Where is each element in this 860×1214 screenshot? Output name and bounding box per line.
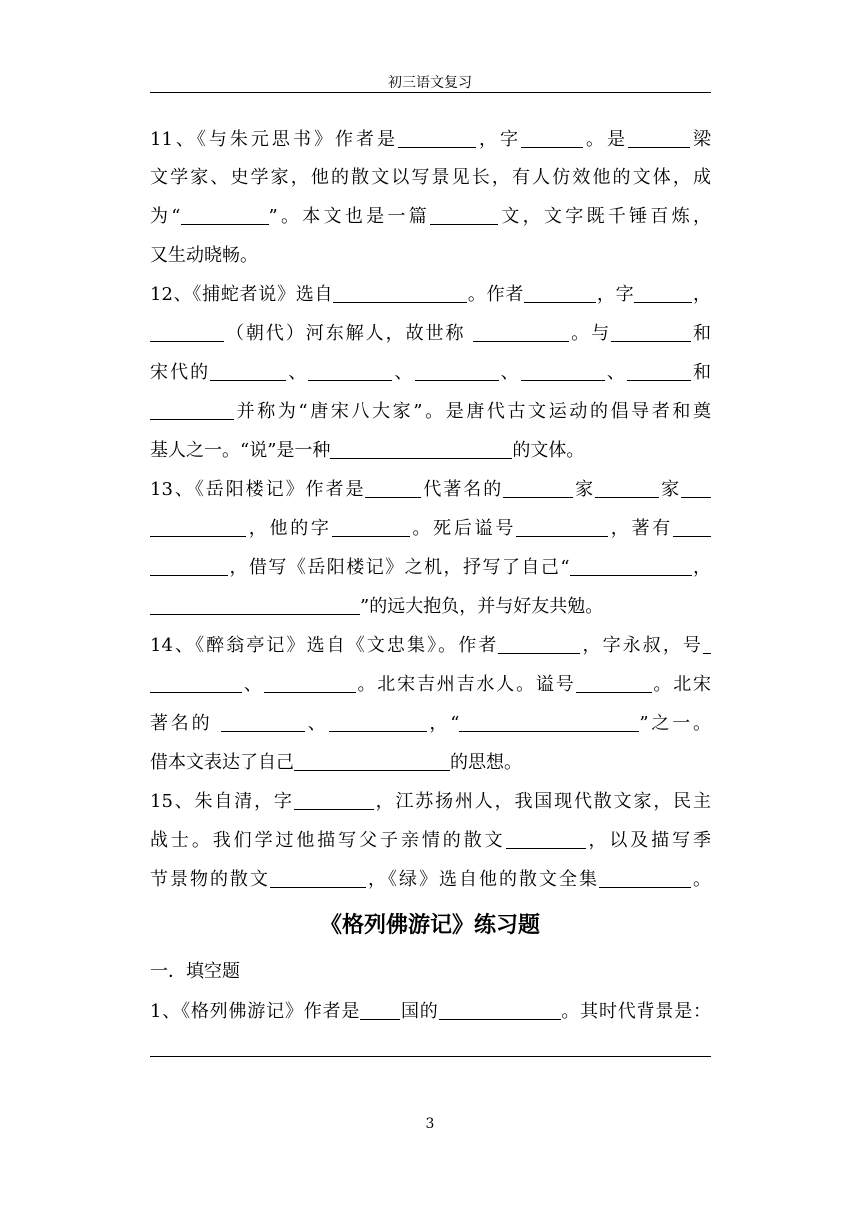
blank[interactable] (634, 284, 692, 303)
q11-text: 为“ (150, 206, 181, 227)
blank[interactable] (430, 206, 498, 225)
q15-text: 节景物的散文 (150, 869, 270, 890)
q13-line-4 (150, 595, 711, 619)
blank[interactable] (365, 479, 421, 498)
q12-line-5 (150, 439, 711, 463)
page-header: 初三语文复习 (388, 75, 472, 91)
blank[interactable] (210, 362, 286, 381)
q12-text: 。与 (569, 323, 612, 344)
fill-q1-text: 1、《格列佛游记》作者是 (150, 1001, 361, 1022)
q12-line-3 (150, 361, 711, 385)
q14-line-2 (150, 673, 711, 697)
q12-text: 并称为“唐宋八大家”。是唐代古文运动的倡导者和奠 (234, 401, 711, 422)
blank[interactable] (360, 1001, 400, 1020)
q11-text: ”。本文也是一篇 (268, 206, 431, 227)
q12-text: 和 (691, 323, 712, 344)
q13-text: 13、《岳阳楼记》作者是 (150, 479, 366, 500)
blank[interactable] (150, 518, 246, 537)
q12-text: 宋代的 (150, 362, 211, 383)
q12-text: 、 (286, 362, 309, 383)
blank[interactable] (524, 284, 596, 303)
blank[interactable] (521, 129, 583, 148)
q14-line-4 (150, 751, 711, 775)
blank[interactable] (576, 674, 652, 693)
q12-text: ，字 (596, 284, 635, 305)
q11-text: ，字 (475, 129, 521, 150)
q15-line-2 (150, 829, 711, 853)
q13-text: 代著名的 (421, 479, 504, 500)
blank[interactable] (570, 557, 692, 576)
blank[interactable] (473, 323, 569, 342)
q12-text: 的文体。 (512, 440, 585, 461)
q14-text: 、 (242, 674, 264, 695)
blank[interactable] (498, 635, 580, 654)
blank[interactable] (506, 830, 586, 849)
section-title: 《格列佛游记》练习题 (319, 912, 540, 938)
q14-text: 。北宋 (651, 674, 712, 695)
q14-line-3 (150, 712, 711, 736)
q11-line-1 (150, 128, 711, 152)
q13-text: ”的远大抱负，并与好友共勉。 (360, 596, 604, 617)
q12-text: 和 (690, 362, 712, 383)
page-number: 3 (425, 1116, 435, 1132)
q13-text: 。死后谥号 (409, 518, 517, 539)
q15-text: ，江苏扬州人，我国现代散文家，民主 (373, 791, 711, 812)
q14-text: 著名的 (150, 713, 221, 734)
header-rule (150, 92, 711, 93)
q11-line-3 (150, 205, 711, 229)
blank[interactable] (221, 713, 305, 732)
q11-text: 梁 (690, 129, 712, 150)
blank[interactable] (308, 362, 392, 381)
q12-text: 、 (604, 362, 627, 383)
blank[interactable] (150, 557, 228, 576)
q12-text: （朝代）河东解人，故世称 (224, 323, 474, 344)
q14-text: 的思想。 (450, 752, 522, 773)
q14-text: 14、《醉翁亭记》选自《文忠集》。作者 (150, 635, 499, 656)
blank[interactable] (398, 129, 476, 148)
q12-line-1 (150, 283, 711, 307)
blank[interactable] (329, 713, 427, 732)
q12-text: 12、《捕蛇者说》选自 (150, 284, 334, 305)
blank[interactable] (611, 323, 691, 342)
q13-line-3 (150, 556, 711, 580)
q11-line-4: 又生动晓畅。 (150, 245, 258, 266)
blank[interactable] (521, 362, 605, 381)
blank[interactable] (294, 752, 450, 771)
q13-line-2 (150, 517, 711, 541)
blank[interactable] (294, 791, 374, 810)
q13-text: ，著有 (608, 518, 674, 539)
blank[interactable] (270, 869, 366, 888)
blank[interactable] (628, 129, 690, 148)
blank[interactable] (332, 518, 410, 537)
q12-text: 、 (498, 362, 521, 383)
q12-line-4 (150, 400, 711, 424)
q12-text: ， (692, 284, 712, 305)
blank[interactable] (150, 401, 234, 420)
fill-q1-line (150, 1000, 711, 1024)
q14-text: ”之一。 (639, 713, 712, 734)
blank[interactable] (516, 518, 608, 537)
blank[interactable] (503, 479, 573, 498)
q11-text: 。是 (582, 129, 628, 150)
q11-text: 文，文字既千锤百炼， (498, 206, 712, 227)
blank[interactable] (150, 323, 224, 342)
blank[interactable] (330, 440, 512, 459)
blank[interactable] (681, 479, 711, 498)
fill-heading: 一．填空题 (150, 961, 240, 982)
q11-line-2: 文学家、史学家，他的散文以写景见长，有人仿效他的文体，成 (150, 167, 711, 188)
q15-text: 战士。我们学过他描写父子亲情的散文 (150, 830, 506, 851)
blank[interactable] (459, 713, 639, 732)
blank[interactable] (673, 518, 711, 537)
q13-text: ，他的字 (246, 518, 332, 539)
q12-line-2 (150, 322, 711, 346)
q12-text: 、 (392, 362, 415, 383)
blank[interactable] (264, 674, 356, 693)
q13-line-1 (150, 478, 711, 502)
blank[interactable] (627, 362, 691, 381)
q15-line-1 (150, 790, 711, 814)
q14-line-1 (150, 634, 711, 658)
blank[interactable] (150, 596, 360, 615)
q12-text: 基人之一。“说”是一种 (150, 440, 331, 461)
q14-text: 、 (304, 713, 329, 734)
q15-text: 。 (691, 869, 711, 890)
q14-text: ，字永叔，号 (580, 635, 704, 656)
q15-text: ，以及描写季 (585, 830, 712, 851)
blank[interactable] (150, 674, 242, 693)
blank[interactable] (595, 479, 659, 498)
blank[interactable] (439, 1001, 561, 1020)
blank[interactable] (415, 362, 499, 381)
q15-text: ，《绿》选自他的散文全集 (366, 869, 599, 890)
q14-text: ，“ (426, 713, 460, 734)
q15-text: 15、朱自清，字 (150, 791, 294, 812)
fill-q1-text: 国的 (400, 1001, 439, 1022)
q14-text: 。北宋吉州吉水人。谥号 (355, 674, 576, 695)
q11-text: 11、《与朱元思书》作者是 (150, 129, 398, 150)
blank[interactable] (599, 869, 691, 888)
blank[interactable] (703, 635, 711, 654)
q13-text: ， (691, 557, 712, 578)
q13-text: 家 (659, 479, 682, 500)
q12-text: 。作者 (467, 284, 525, 305)
fill-q1-text: 。其时代背景是： (560, 1001, 712, 1022)
blank[interactable] (181, 206, 269, 225)
blank[interactable] (333, 284, 467, 303)
q13-text: ，借写《岳阳楼记》之机，抒写了自己“ (228, 557, 570, 578)
answer-line[interactable] (150, 1056, 711, 1057)
q13-text: 家 (573, 479, 596, 500)
q15-line-3 (150, 868, 711, 892)
q14-text: 借本文表达了自己 (150, 752, 294, 773)
